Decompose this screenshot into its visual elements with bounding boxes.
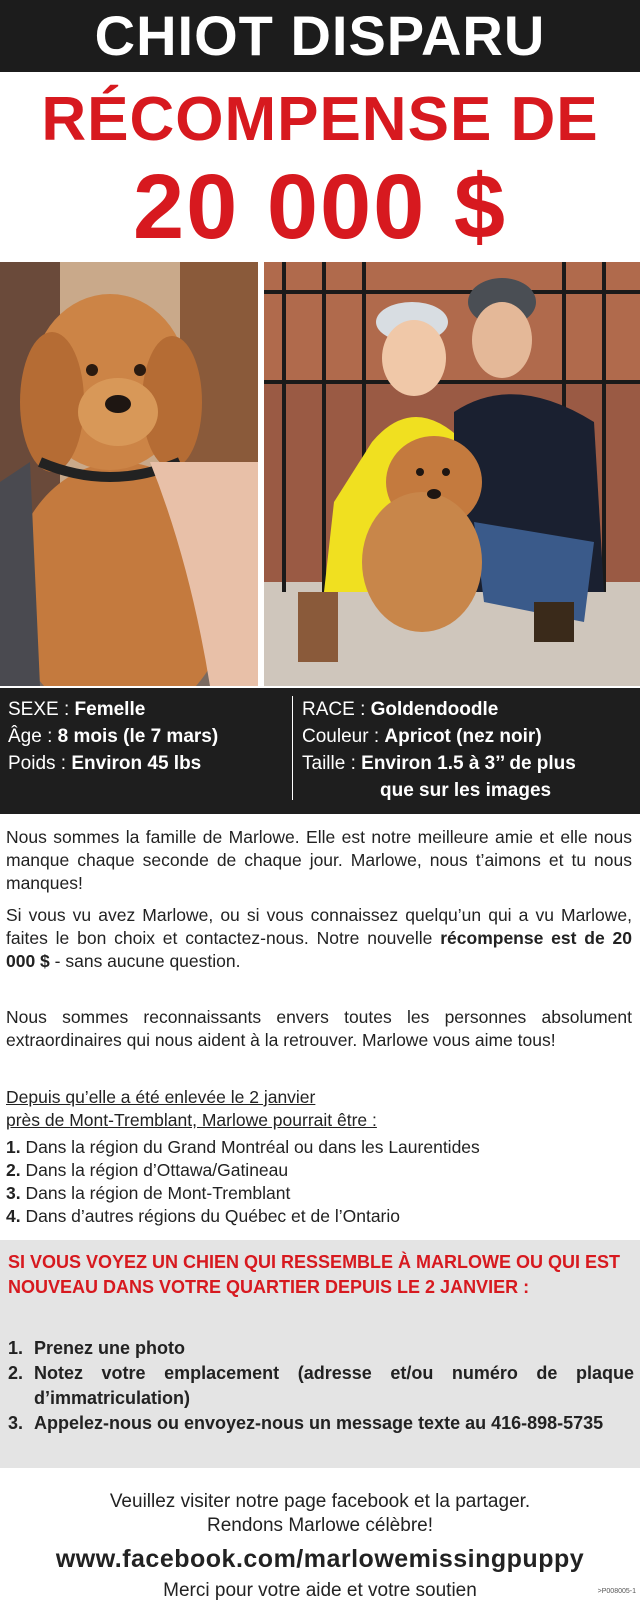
list-item: [8, 1361, 634, 1411]
instructions-box: [0, 1240, 640, 1468]
paragraph-text: - sans aucune question.: [49, 951, 241, 971]
possible-locations-list: [6, 1136, 636, 1228]
list-item: [8, 1411, 634, 1436]
detail-size-continued: [302, 777, 638, 804]
list-text: Dans la région d’Ottawa/Gatineau: [20, 1160, 289, 1180]
abduction-note: [6, 1086, 632, 1132]
family-photo: [264, 262, 640, 686]
detail-size: [302, 750, 638, 777]
detail-value: Apricot (nez noir): [384, 726, 542, 747]
reward-heading: RÉCOMPENSE DE: [41, 85, 599, 154]
paragraph-family: Nous sommes la famille de Marlowe. Elle est notre meilleure amie et elle nous manque chaque seconde de chaque jour. Marlowe, nous t’aimons et tu nous manques!: [6, 827, 632, 893]
facebook-link[interactable]: www.facebook.com/marlowemissingpuppy: [55, 1545, 585, 1573]
details-divider: [292, 696, 293, 800]
detail-weight: [8, 750, 284, 777]
share-tagline: Rendons Marlowe célèbre!: [206, 1515, 433, 1536]
detail-label: RACE :: [302, 699, 371, 720]
detail-sex: [8, 696, 284, 723]
detail-value: Femelle: [74, 699, 146, 720]
list-item: [6, 1136, 636, 1159]
detail-value: Environ 1.5 à 3’’ de plus: [361, 753, 576, 774]
list-number: 1.: [6, 1137, 21, 1157]
detail-breed: [302, 696, 638, 723]
poster-title: CHIOT DISPARU: [94, 4, 546, 67]
detail-label: Âge :: [8, 726, 58, 747]
instructions-steps: [8, 1336, 634, 1436]
list-text: Dans la région de Mont-Tremblant: [20, 1183, 291, 1203]
detail-label: SEXE :: [8, 699, 75, 720]
abduction-note-line: près de Mont-Tremblant, Marlowe pourrait être :: [6, 1110, 377, 1130]
print-code: >P008005-1: [597, 1588, 636, 1595]
thanks-line: Merci pour votre aide et votre soutien: [163, 1580, 477, 1601]
dog-details-bar: [0, 688, 640, 814]
detail-value: Environ 45 lbs: [71, 753, 202, 774]
details-left-column: [8, 696, 284, 777]
detail-label: Taille :: [302, 753, 362, 774]
puppy-photo: [0, 262, 258, 686]
list-item: [6, 1205, 636, 1228]
list-text: Appelez-nous ou envoyez-nous un message texte au 416-898-5735: [34, 1413, 604, 1433]
list-text: Dans d’autres régions du Québec et de l’Ontario: [20, 1206, 400, 1226]
detail-age: [8, 723, 284, 750]
detail-value: Goldendoodle: [370, 699, 499, 720]
detail-value: que sur les images: [380, 780, 552, 801]
detail-label: Poids :: [8, 753, 72, 774]
paragraph-text: Si vous vu avez Marlowe, ou si vous connaissez quelqu’un qui a vu Marlowe, faites le bon choix et contactez-nous. Notre nouvelle: [6, 905, 632, 948]
paragraph-contact: [6, 904, 632, 973]
list-text: Prenez une photo: [34, 1338, 186, 1358]
list-number: 4.: [6, 1206, 21, 1226]
reward-emphasis: récompense est de 20 000 $: [6, 928, 632, 971]
abduction-note-line: Depuis qu’elle a été enlevée le 2 janvier: [6, 1087, 316, 1107]
list-item: [6, 1182, 636, 1205]
detail-value: 8 mois (le 7 mars): [57, 726, 219, 747]
list-item: [6, 1159, 636, 1182]
list-number: 1.: [8, 1338, 24, 1358]
list-text: Dans la région du Grand Montréal ou dans les Laurentides: [20, 1137, 480, 1157]
title-bar: [0, 0, 640, 72]
reward-amount: 20 000 $: [132, 156, 508, 258]
list-item: [8, 1336, 634, 1361]
detail-label: Couleur :: [302, 726, 385, 747]
list-text: Notez votre emplacement (adresse et/ou numéro de plaque d’immatriculation): [34, 1363, 634, 1408]
share-request: Veuillez visiter notre page facebook et la partager.: [109, 1491, 531, 1512]
paragraph-thanks: Nous sommes reconnaissants envers toutes les personnes absolument extraordinaires qui nous aident à la retrouver. Marlowe vous aime tous!: [6, 1007, 632, 1050]
detail-color: [302, 723, 638, 750]
list-number: 3.: [8, 1413, 24, 1433]
list-number: 3.: [6, 1183, 21, 1203]
details-right-column: [302, 696, 638, 804]
list-number: 2.: [6, 1160, 21, 1180]
list-number: 2.: [8, 1363, 24, 1383]
instructions-heading: SI VOUS VOYEZ UN CHIEN QUI RESSEMBLE À MARLOWE OU QUI EST NOUVEAU DANS VOTRE QUARTIER DEPUIS LE 2 JANVIER :: [8, 1252, 621, 1297]
